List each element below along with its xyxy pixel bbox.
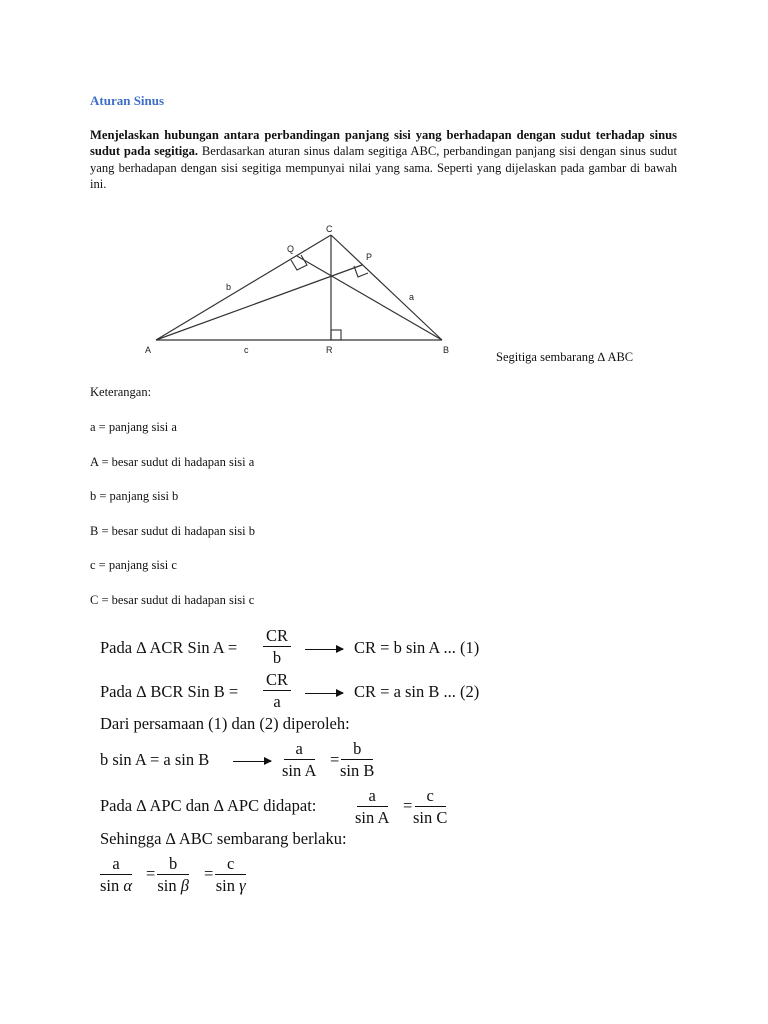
fraction-denominator: sin A <box>282 761 317 780</box>
triangle-figure <box>140 222 470 362</box>
formula-4-left: b sin A = a sin B <box>100 750 210 769</box>
arrow-right-icon <box>305 649 343 650</box>
sin-text: sin <box>100 876 124 895</box>
fraction-denominator <box>100 875 132 896</box>
fraction-denominator: a <box>273 692 281 711</box>
intro-bold-text: Menjelaskan hubungan antara perbandingan panjang sisi yang berhadapan dengan sudut terhadap sinus sudut pada segitiga. <box>90 128 677 159</box>
formula-4-fraction-1 <box>282 739 316 781</box>
fraction-numerator: a <box>100 854 131 875</box>
fraction-denominator <box>216 875 246 896</box>
formula-6-text: Sehingga ∆ ABC sembarang berlaku: <box>100 829 347 848</box>
altitude-bq <box>297 256 442 340</box>
fraction-denominator: sin B <box>340 761 375 780</box>
keterangan-title: Keterangan: <box>90 385 152 399</box>
equals-sign: = <box>403 796 413 815</box>
arrow-right-icon <box>233 761 271 762</box>
formula-4-fraction-2 <box>340 739 374 781</box>
formula-5-fraction-1 <box>355 786 389 828</box>
point-b-label: B <box>443 345 450 355</box>
right-angle-r <box>331 330 341 340</box>
fraction-denominator <box>157 875 189 896</box>
definition-item: A = besar sudut di hadapan sisi a <box>90 454 255 469</box>
side-b-line <box>156 235 331 340</box>
formula-2-fraction <box>263 670 291 712</box>
beta-symbol: β <box>180 876 189 895</box>
fraction-numerator: c <box>415 786 446 807</box>
alpha-symbol: α <box>123 876 133 895</box>
side-a-label: a <box>409 292 415 302</box>
point-r-label: R <box>326 345 333 355</box>
fraction-numerator: c <box>215 854 246 875</box>
formula-1-right: CR = b sin A ... (1) <box>354 638 480 657</box>
formula-5-left: Pada ∆ APC dan ∆ APC didapat: <box>100 796 317 815</box>
side-c-label: c <box>244 345 249 355</box>
point-p-label: P <box>366 252 373 262</box>
intro-text: Berdasarkan aturan sinus dalam segitiga ABC, perbandingan panjang sisi dengan sinus sudut yang berhadapan dengan sisi segitiga mempunyai nilai yang sama. Seperti yang dijelaskan pada gambar di bawah ini. <box>90 144 677 191</box>
formula-2-left: Pada ∆ BCR Sin B = <box>100 682 239 701</box>
definition-item: b = panjang sisi b <box>90 489 179 503</box>
sin-text: sin <box>157 876 181 895</box>
section-heading: Aturan Sinus <box>90 93 165 108</box>
equals-sign: = <box>204 864 214 883</box>
fraction-denominator: sin A <box>355 808 390 827</box>
gamma-symbol: γ <box>239 876 246 895</box>
formula-7-fraction-2 <box>157 854 189 896</box>
side-b-label: b <box>226 282 232 292</box>
definition-item: C = besar sudut di hadapan sisi c <box>90 592 255 607</box>
formula-1-left: Pada ∆ ACR Sin A = <box>100 638 238 657</box>
formula-3-text: Dari persamaan (1) dan (2) diperoleh: <box>100 714 350 733</box>
formula-5-fraction-2 <box>413 786 447 828</box>
fraction-numerator: b <box>341 739 373 760</box>
figure-caption: Segitiga sembarang ∆ ABC <box>496 350 634 364</box>
equals-sign: = <box>146 864 156 883</box>
formula-1-fraction <box>263 626 291 668</box>
side-a-line <box>331 235 442 340</box>
fraction-denominator: b <box>272 648 282 667</box>
arrow-right-icon <box>305 693 343 694</box>
equals-sign: = <box>330 750 340 769</box>
formula-block <box>100 620 620 905</box>
fraction-numerator: CR <box>263 670 291 691</box>
intro-paragraph <box>90 127 677 192</box>
point-a-label: A <box>145 345 152 355</box>
definition-item: c = panjang sisi c <box>90 558 177 572</box>
formula-7-fraction-3 <box>215 854 246 896</box>
fraction-numerator: b <box>157 854 189 875</box>
definition-item: B = besar sudut di hadapan sisi b <box>90 523 256 538</box>
sin-text: sin <box>215 876 240 895</box>
fraction-numerator: CR <box>263 626 291 647</box>
formula-7-fraction-1 <box>100 854 132 896</box>
point-q-label: Q <box>287 244 295 254</box>
fraction-denominator: sin C <box>413 808 448 827</box>
point-c-label: C <box>326 224 333 234</box>
triangle-diagram <box>140 222 470 362</box>
fraction-numerator: a <box>284 739 315 760</box>
definition-item: a = panjang sisi a <box>90 420 177 434</box>
fraction-numerator: a <box>357 786 388 807</box>
formula-2-right: CR = a sin B ... (2) <box>354 682 480 701</box>
definition-list <box>90 420 255 627</box>
